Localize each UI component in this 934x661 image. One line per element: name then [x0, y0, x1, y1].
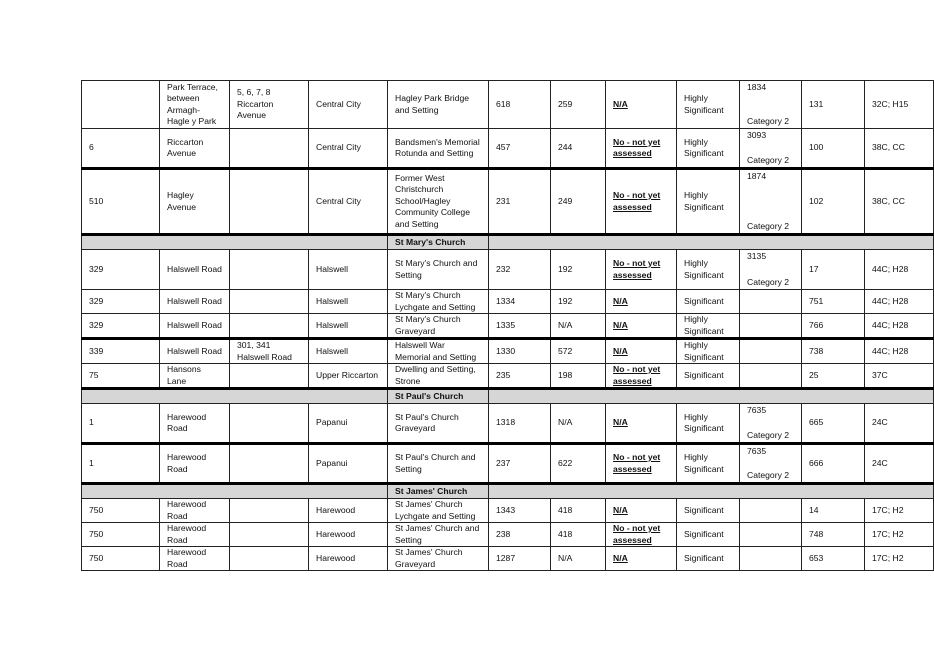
nzhpt-category-label: Category 2 — [747, 429, 790, 440]
significance-cell: Highly Significant — [677, 169, 740, 235]
section-spacer — [82, 484, 388, 499]
plan-number-cell: 766 — [802, 314, 865, 339]
street-cell: Hagley Avenue — [160, 169, 230, 235]
nzhpt-category-cell — [740, 169, 802, 235]
number-cell: 6 — [82, 129, 160, 169]
nzhpt-category-cell — [740, 444, 802, 484]
heritage-id-cell: 457 — [489, 129, 551, 169]
assessment-status-text: No - not yet assessed — [613, 190, 661, 212]
table-row — [82, 81, 934, 129]
section-spacer — [489, 484, 934, 499]
assessment-status-text: No - not yet assessed — [613, 258, 661, 280]
address-cell — [230, 169, 309, 235]
number-cell: 339 — [82, 339, 160, 364]
setting-id-cell: 192 — [551, 290, 606, 314]
address-cell — [230, 499, 309, 523]
setting-id-cell: 192 — [551, 250, 606, 290]
planning-map-cell: 17C; H2 — [865, 547, 934, 571]
suburb-cell: Papanui — [309, 404, 388, 444]
plan-number-cell: 131 — [802, 81, 865, 129]
number-cell: 510 — [82, 169, 160, 235]
item-name-cell: Bandsmen's Memorial Rotunda and Setting — [388, 129, 489, 169]
number-cell: 75 — [82, 364, 160, 389]
nzhpt-category-cell — [740, 129, 802, 169]
item-name-cell: St Mary's Church Lychgate and Setting — [388, 290, 489, 314]
item-name-cell: St Paul's Church and Setting — [388, 444, 489, 484]
setting-id-cell: 418 — [551, 523, 606, 547]
nzhpt-list-number: 1834 — [747, 82, 767, 92]
suburb-cell: Central City — [309, 129, 388, 169]
number-cell: 750 — [82, 523, 160, 547]
section-header-row — [82, 389, 934, 404]
address-cell — [230, 314, 309, 339]
heritage-items-table — [81, 80, 934, 571]
significance-cell: Significant — [677, 290, 740, 314]
suburb-cell: Harewood — [309, 547, 388, 571]
suburb-cell: Central City — [309, 81, 388, 129]
assessment-status-cell — [606, 444, 677, 484]
significance-cell: Significant — [677, 523, 740, 547]
plan-number-cell: 100 — [802, 129, 865, 169]
assessment-status-text: N/A — [613, 417, 628, 428]
suburb-cell: Halswell — [309, 339, 388, 364]
suburb-cell: Harewood — [309, 499, 388, 523]
nzhpt-category-label: Category 2 — [747, 154, 790, 165]
plan-number-cell: 17 — [802, 250, 865, 290]
plan-number-cell: 665 — [802, 404, 865, 444]
street-cell: Halswell Road — [160, 250, 230, 290]
street-cell: Park Terrace, between Armagh- Hagle y Park — [160, 81, 230, 129]
significance-cell: Significant — [677, 499, 740, 523]
address-cell: 5, 6, 7, 8 Riccarton Avenue — [230, 81, 309, 129]
address-cell — [230, 444, 309, 484]
address-cell — [230, 290, 309, 314]
section-spacer — [489, 235, 934, 250]
suburb-cell: Halswell — [309, 314, 388, 339]
address-cell — [230, 129, 309, 169]
nzhpt-category-cell — [740, 81, 802, 129]
planning-map-cell: 32C; H15 — [865, 81, 934, 129]
heritage-id-cell: 1343 — [489, 499, 551, 523]
planning-map-cell: 17C; H2 — [865, 499, 934, 523]
setting-id-cell: N/A — [551, 547, 606, 571]
heritage-id-cell: 1318 — [489, 404, 551, 444]
assessment-status-cell — [606, 250, 677, 290]
assessment-status-cell — [606, 404, 677, 444]
assessment-status-text: N/A — [613, 345, 628, 356]
plan-number-cell: 14 — [802, 499, 865, 523]
item-name-cell: St James' Church Lychgate and Setting — [388, 499, 489, 523]
number-cell: 329 — [82, 314, 160, 339]
item-name-cell: St Mary's Church Graveyard — [388, 314, 489, 339]
significance-cell: Highly Significant — [677, 444, 740, 484]
address-cell — [230, 364, 309, 389]
heritage-id-cell: 231 — [489, 169, 551, 235]
plan-number-cell: 738 — [802, 339, 865, 364]
assessment-status-cell — [606, 314, 677, 339]
suburb-cell: Halswell — [309, 290, 388, 314]
setting-id-cell: 622 — [551, 444, 606, 484]
setting-id-cell: 198 — [551, 364, 606, 389]
heritage-id-cell: 235 — [489, 364, 551, 389]
plan-number-cell: 751 — [802, 290, 865, 314]
setting-id-cell: N/A — [551, 314, 606, 339]
nzhpt-category-label: Category 2 — [747, 220, 790, 231]
section-header-row — [82, 235, 934, 250]
significance-cell: Highly Significant — [677, 404, 740, 444]
assessment-status-cell — [606, 364, 677, 389]
table-row — [82, 129, 934, 169]
nzhpt-category-cell — [740, 339, 802, 364]
significance-cell: Significant — [677, 364, 740, 389]
setting-id-cell: N/A — [551, 404, 606, 444]
table-row — [82, 250, 934, 290]
suburb-cell: Papanui — [309, 444, 388, 484]
planning-map-cell: 37C — [865, 364, 934, 389]
plan-number-cell: 748 — [802, 523, 865, 547]
heritage-id-cell: 1287 — [489, 547, 551, 571]
table-row — [82, 290, 934, 314]
nzhpt-list-number: 1874 — [747, 171, 767, 181]
assessment-status-cell — [606, 339, 677, 364]
planning-map-cell: 24C — [865, 404, 934, 444]
assessment-status-cell — [606, 169, 677, 235]
significance-cell: Highly Significant — [677, 314, 740, 339]
heritage-id-cell: 1334 — [489, 290, 551, 314]
plan-number-cell: 102 — [802, 169, 865, 235]
item-name-cell: Halswell War Memorial and Setting — [388, 339, 489, 364]
assessment-status-cell — [606, 499, 677, 523]
item-name-cell: St Mary's Church and Setting — [388, 250, 489, 290]
nzhpt-category-cell — [740, 250, 802, 290]
setting-id-cell: 259 — [551, 81, 606, 129]
heritage-id-cell: 237 — [489, 444, 551, 484]
assessment-status-text: No - not yet assessed — [613, 523, 661, 545]
significance-cell: Highly Significant — [677, 81, 740, 129]
street-cell: Halswell Road — [160, 290, 230, 314]
number-cell: 1 — [82, 444, 160, 484]
street-cell: Harewood Road — [160, 523, 230, 547]
assessment-status-text: No - not yet assessed — [613, 452, 661, 474]
planning-map-cell: 38C, CC — [865, 129, 934, 169]
street-cell: Riccarton Avenue — [160, 129, 230, 169]
assessment-status-cell — [606, 81, 677, 129]
nzhpt-category-cell — [740, 547, 802, 571]
item-name-cell: St Paul's Church Graveyard — [388, 404, 489, 444]
number-cell: 750 — [82, 547, 160, 571]
plan-number-cell: 653 — [802, 547, 865, 571]
significance-cell: Significant — [677, 547, 740, 571]
number-cell: 329 — [82, 290, 160, 314]
nzhpt-category-cell — [740, 499, 802, 523]
street-cell: Harewood Road — [160, 444, 230, 484]
planning-map-cell: 38C, CC — [865, 169, 934, 235]
assessment-status-cell — [606, 129, 677, 169]
setting-id-cell: 249 — [551, 169, 606, 235]
heritage-id-cell: 618 — [489, 81, 551, 129]
nzhpt-list-number: 3135 — [747, 251, 767, 261]
setting-id-cell: 418 — [551, 499, 606, 523]
nzhpt-category-cell — [740, 364, 802, 389]
address-cell — [230, 404, 309, 444]
street-cell: Harewood Road — [160, 404, 230, 444]
section-header-row — [82, 484, 934, 499]
number-cell: 750 — [82, 499, 160, 523]
table-row — [82, 339, 934, 364]
setting-id-cell: 572 — [551, 339, 606, 364]
table-row — [82, 364, 934, 389]
table-row — [82, 404, 934, 444]
street-cell: Hansons Lane — [160, 364, 230, 389]
significance-cell: Highly Significant — [677, 129, 740, 169]
planning-map-cell: 44C; H28 — [865, 290, 934, 314]
plan-number-cell: 25 — [802, 364, 865, 389]
nzhpt-list-number: 3093 — [747, 130, 767, 140]
heritage-id-cell: 232 — [489, 250, 551, 290]
assessment-status-text: N/A — [613, 295, 628, 306]
significance-cell: Highly Significant — [677, 339, 740, 364]
number-cell: 329 — [82, 250, 160, 290]
address-cell: 301, 341 Halswell Road — [230, 339, 309, 364]
nzhpt-category-cell — [740, 290, 802, 314]
table-row — [82, 314, 934, 339]
nzhpt-list-number: 7635 — [747, 446, 767, 456]
address-cell — [230, 523, 309, 547]
suburb-cell: Harewood — [309, 523, 388, 547]
heritage-id-cell: 1335 — [489, 314, 551, 339]
number-cell: 1 — [82, 404, 160, 444]
nzhpt-list-number: 7635 — [747, 405, 767, 415]
heritage-id-cell: 238 — [489, 523, 551, 547]
section-title: St Mary's Church — [388, 235, 489, 250]
assessment-status-cell — [606, 523, 677, 547]
nzhpt-category-cell — [740, 404, 802, 444]
assessment-status-text: N/A — [613, 98, 628, 109]
table-row — [82, 169, 934, 235]
planning-map-cell: 44C; H28 — [865, 339, 934, 364]
planning-map-cell: 24C — [865, 444, 934, 484]
assessment-status-text: No - not yet assessed — [613, 136, 661, 158]
planning-map-cell: 17C; H2 — [865, 523, 934, 547]
street-cell: Halswell Road — [160, 339, 230, 364]
number-cell — [82, 81, 160, 129]
assessment-status-cell — [606, 290, 677, 314]
assessment-status-text: N/A — [613, 504, 628, 515]
section-title: St James' Church — [388, 484, 489, 499]
address-cell — [230, 250, 309, 290]
section-spacer — [82, 389, 388, 404]
street-cell: Harewood Road — [160, 499, 230, 523]
nzhpt-category-cell — [740, 523, 802, 547]
table-row — [82, 499, 934, 523]
item-name-cell: St James' Church and Setting — [388, 523, 489, 547]
suburb-cell: Upper Riccarton — [309, 364, 388, 389]
suburb-cell: Central City — [309, 169, 388, 235]
nzhpt-category-label: Category 2 — [747, 276, 790, 287]
table-row — [82, 547, 934, 571]
nzhpt-category-label: Category 2 — [747, 115, 790, 126]
section-title: St Paul's Church — [388, 389, 489, 404]
setting-id-cell: 244 — [551, 129, 606, 169]
item-name-cell: Former West Christchurch School/Hagley Community College and Setting — [388, 169, 489, 235]
nzhpt-category-label: Category 2 — [747, 469, 790, 480]
assessment-status-text: No - not yet assessed — [613, 364, 661, 386]
planning-map-cell: 44C; H28 — [865, 314, 934, 339]
table-row — [82, 444, 934, 484]
heritage-id-cell: 1330 — [489, 339, 551, 364]
item-name-cell: Dwelling and Setting, Strone — [388, 364, 489, 389]
item-name-cell: Hagley Park Bridge and Setting — [388, 81, 489, 129]
plan-number-cell: 666 — [802, 444, 865, 484]
nzhpt-category-cell — [740, 314, 802, 339]
address-cell — [230, 547, 309, 571]
planning-map-cell: 44C; H28 — [865, 250, 934, 290]
assessment-status-cell — [606, 547, 677, 571]
street-cell: Harewood Road — [160, 547, 230, 571]
significance-cell: Highly Significant — [677, 250, 740, 290]
assessment-status-text: N/A — [613, 319, 628, 330]
section-spacer — [489, 389, 934, 404]
section-spacer — [82, 235, 388, 250]
item-name-cell: St James' Church Graveyard — [388, 547, 489, 571]
street-cell: Halswell Road — [160, 314, 230, 339]
table-row — [82, 523, 934, 547]
assessment-status-text: N/A — [613, 552, 628, 563]
suburb-cell: Halswell — [309, 250, 388, 290]
